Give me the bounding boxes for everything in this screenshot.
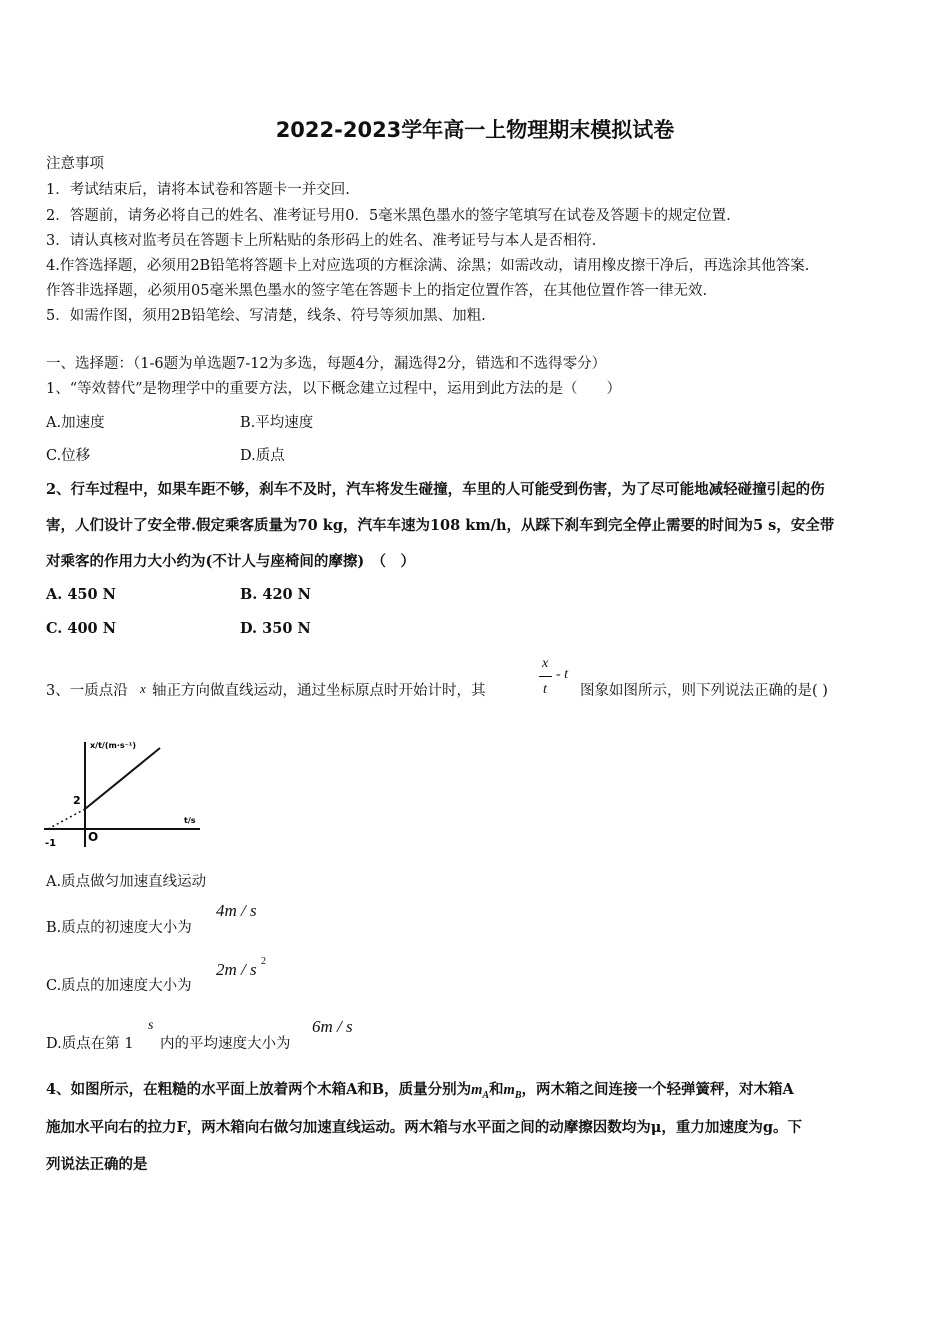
q2-option-c: C. 400 N [46, 620, 116, 637]
q1-option-b: B.平均速度 [240, 415, 314, 431]
x-axis-label: t/s [184, 816, 196, 825]
notice-item: 3．请认真核对监考员在答题卡上所粘贴的条形码上的姓名、准考证号与本人是否相符. [46, 233, 597, 249]
q2-option-d: D. 350 N [240, 620, 311, 637]
question-4-line1: 4、如图所示，在粗糙的水平面上放着两个木箱A和B，质量分别为$m_A$和$m_B$，两木箱之间连接一个轻弹簧秤，对木箱A [46, 1081, 794, 1101]
graph-line [85, 748, 160, 809]
x-intercept-label: -1 [45, 838, 57, 849]
notice-item: 作答非选择题，必须用05毫米黑色墨水的签字笔在答题卡上的指定位置作答，在其他位置作答一律无效. [46, 283, 708, 299]
q3-option-a: A.质点做匀加速直线运动 [46, 874, 207, 890]
xt-t-graph [40, 732, 210, 852]
q1-option-c: C.位移 [46, 448, 91, 464]
question-3-stem-a: 3、一质点沿 [46, 683, 128, 699]
question-4-line2: 施加水平向右的拉力F，两木箱向右做匀加速直线运动。两木箱与水平面之间的动摩擦因数均为μ，重力加速度为g。下 [46, 1119, 803, 1136]
x-symbol: x [140, 681, 146, 696]
q3-option-b: B.质点的初速度大小为 [46, 920, 192, 936]
q3-option-c-value: 2m / s [216, 960, 257, 979]
question-4-line3: 列说法正确的是 [46, 1156, 148, 1173]
fraction-bar [539, 676, 552, 677]
exam-title: 2022-2023学年高一上物理期末模拟试卷 [275, 118, 675, 142]
q4-text: ，两木箱之间连接一个轻弹簧秤，对木箱A [521, 1081, 794, 1098]
question-2-line: 对乘客的作用力大小约为(不计人与座椅间的摩擦) （ ） [46, 553, 415, 570]
question-2-line: 害，人们设计了安全带.假定乘客质量为70 kg，汽车车速为108 km/h，从踩下刹车到完全停止需要的时间为5 s，安全带 [46, 517, 835, 534]
extension-dashed-line [48, 809, 85, 829]
minus-t: - t [556, 667, 569, 682]
q3-option-c-exponent: 2 [261, 956, 266, 967]
fraction-denominator: t [543, 682, 547, 697]
notice-item: 1．考试结束后，请将本试卷和答题卡一并交回. [46, 182, 350, 198]
q2-option-a: A. 450 N [46, 586, 116, 603]
q3-option-d-value: 6m / s [312, 1017, 353, 1036]
q3-option-d-a: D.质点在第 1 [46, 1036, 134, 1052]
question-3-stem-c: 图象如图所示，则下列说法正确的是( ) [580, 683, 828, 699]
mass-b: $m_B$ [503, 1082, 522, 1101]
q2-option-b: B. 420 N [240, 586, 311, 603]
q3-option-b-value: 4m / s [216, 901, 257, 920]
notice-item: 5．如需作图，须用2B铅笔绘、写清楚，线条、符号等须加黑、加粗. [46, 308, 486, 324]
question-1-stem: 1、“等效替代”是物理学中的重要方法，以下概念建立过程中，运用到此方法的是（ ） [46, 381, 622, 397]
origin-label: O [88, 830, 99, 844]
q1-option-d: D.质点 [240, 448, 285, 464]
section-heading: 一、选择题：（1-6题为单选题7-12为多选，每题4分，漏选得2分，错选和不选得零分） [46, 356, 607, 372]
notice-heading: 注意事项 [46, 156, 104, 172]
y-axis-label: x/t/(m·s⁻¹) [90, 741, 137, 750]
notice-item: 4.作答选择题，必须用2B铅笔将答题卡上对应选项的方框涂满、涂黑；如需改动，请用橡皮擦干净后，再选涂其他答案. [46, 258, 810, 274]
mass-a: $m_A$ [471, 1082, 490, 1101]
q3-option-c: C.质点的加速度大小为 [46, 978, 192, 994]
fraction-numerator: x [542, 656, 549, 671]
question-3-stem-b: 轴正方向做直线运动，通过坐标原点时开始计时，其 [152, 683, 486, 699]
notice-item: 2．答题前，请务必将自己的姓名、准考证号用0．5毫米黑色墨水的签字笔填写在试卷及答题卡的规定位置. [46, 208, 731, 224]
q1-option-a: A.加速度 [46, 415, 105, 431]
q4-text: 4、如图所示，在粗糙的水平面上放着两个木箱A和B，质量分别为 [46, 1081, 472, 1098]
y-intercept-label: 2 [73, 794, 81, 807]
question-2-line: 2、行车过程中，如果车距不够，刹车不及时，汽车将发生碰撞，车里的人可能受到伤害，为了尽可能地减轻碰撞引起的伤 [46, 481, 825, 498]
q3-option-d-b: 内的平均速度大小为 [160, 1036, 291, 1052]
q3-option-d-s: s [148, 1018, 154, 1033]
